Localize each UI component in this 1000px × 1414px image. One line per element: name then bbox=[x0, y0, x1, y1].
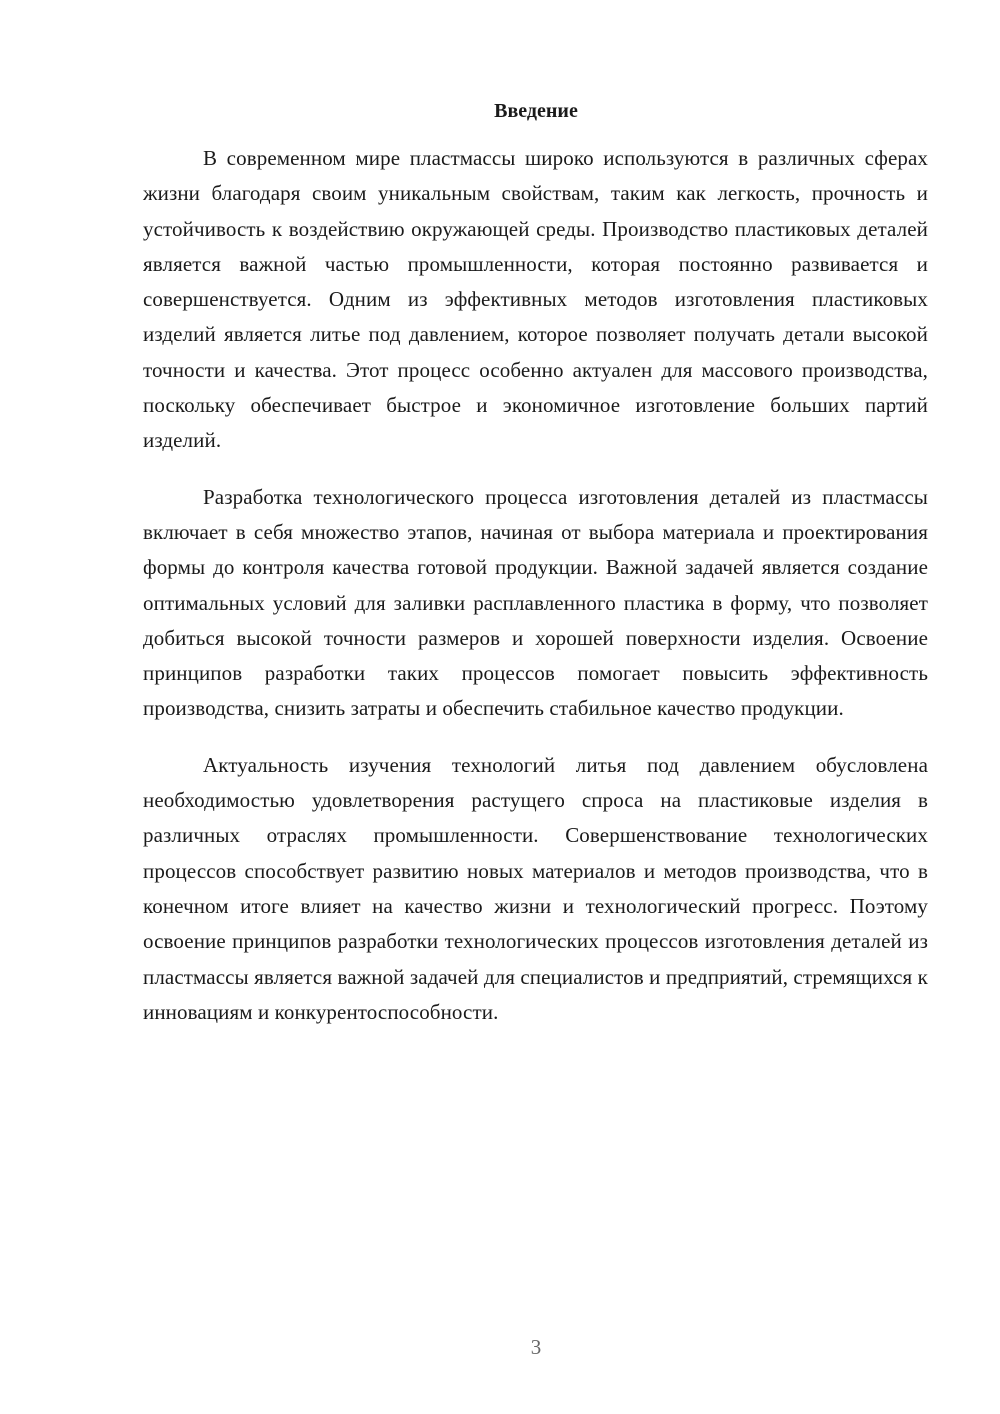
paragraph-3: Актуальность изучения технологий литья под давлением обусловлена необходимостью удовлетворения растущего спроса на пластиковые изделия в различных отраслях промышленности. Совершенствование технологических процессов способствует развитию новых материалов и методов производства, что в конечном итоге влияет на качество жизни и технологический прогресс. Поэтому освоение принципов разработки технологических процессов изготовления деталей из пластмассы является важной задачей для специалистов и предприятий, стремящихся к инновациям и конкурентоспособности. bbox=[143, 752, 928, 1024]
paragraph-1: В современном мире пластмассы широко используются в различных сферах жизни благодаря своим уникальным свойствам, таким как легкость, прочность и устойчивость к воздействию окружающей среды. Производство пластиковых деталей является важной частью промышленности, которая постоянно развивается и совершенствуется. Одним из эффективных методов изготовления пластиковых изделий является литье под давлением, которое позволяет получать детали высокой точности и качества. Этот процесс особенно актуален для массового производства, поскольку обеспечивает быстрое и экономичное изготовление больших партий изделий. bbox=[143, 146, 928, 453]
body-text bbox=[143, 141, 928, 1051]
page-number: 3 bbox=[530, 1335, 542, 1359]
section-title: Введение bbox=[494, 100, 578, 122]
paragraph-2: Разработка технологического процесса изготовления деталей из пластмассы включает в себя множество этапов, начиная от выбора материала и проектирования формы до контроля качества готовой продукции. Важной задачей является создание оптимальных условий для заливки расплавленного пластика в форму, что позволяет добиться высокой точности размеров и хорошей поверхности изделия. Освоение принципов разработки таких процессов помогает повысить эффективность производства, снизить затраты и обеспечить стабильное качество продукции. bbox=[143, 484, 928, 721]
